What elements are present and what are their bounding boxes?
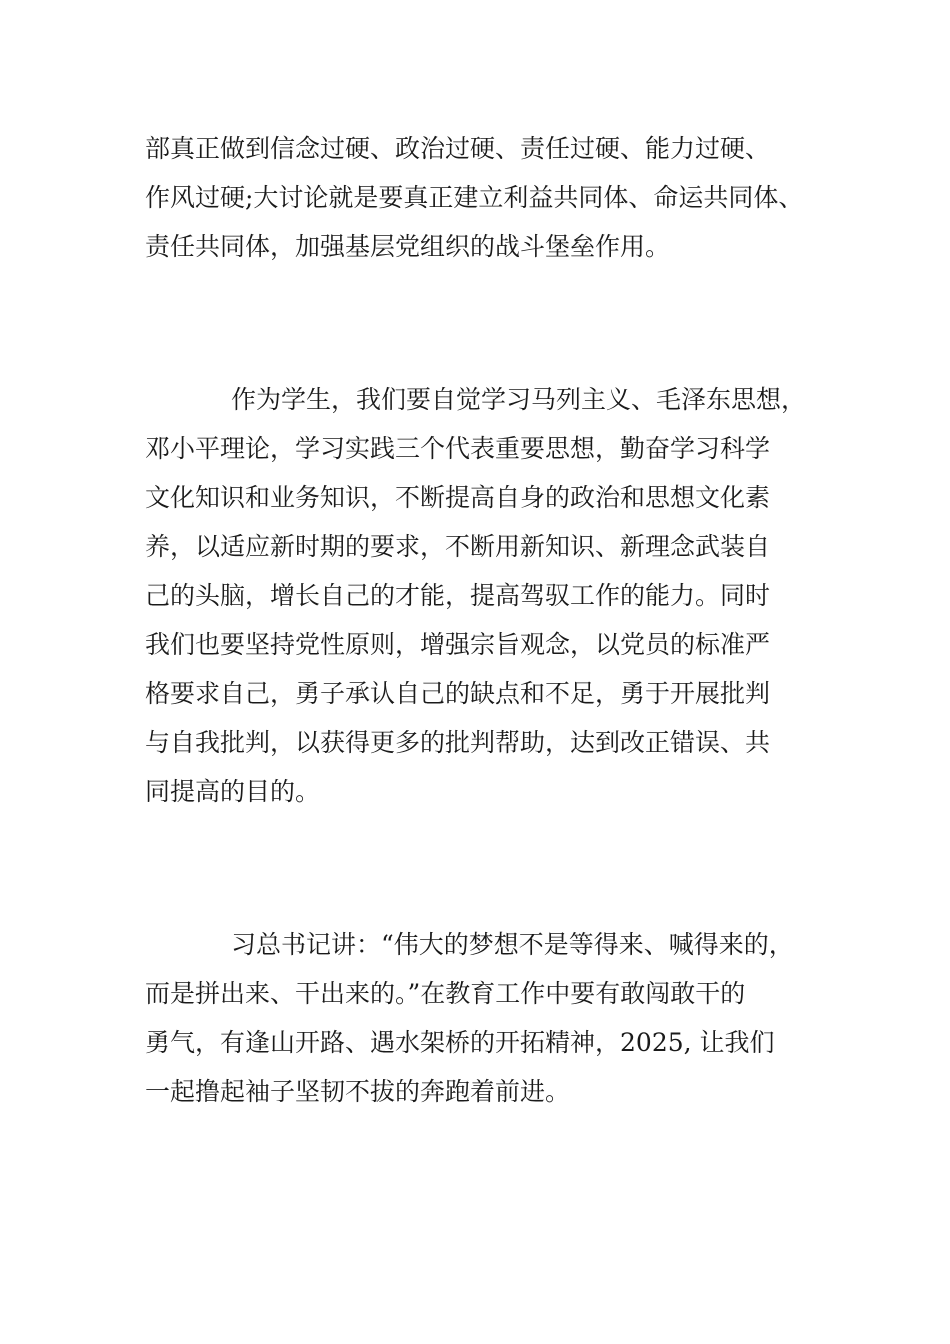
paragraph-line: 与自我批判，以获得更多的批判帮助，达到改正错误、共 bbox=[145, 728, 771, 757]
paragraph-line: 作为学生，我们要自觉学习马列主义、毛泽东思想， bbox=[231, 385, 807, 414]
paragraph-line: 邓小平理论，学习实践三个代表重要思想，勤奋学习科学 bbox=[145, 434, 771, 463]
paragraph-line: 文化知识和业务知识，不断提高自身的政治和思想文化素 bbox=[145, 483, 771, 512]
paragraph-line: 作风过硬;大讨论就是要真正建立利益共同体、命运共同体、 bbox=[145, 183, 804, 212]
paragraph-line: 一起撸起袖子坚韧不拔的奔跑着前进。 bbox=[145, 1077, 571, 1106]
paragraph-3 bbox=[145, 920, 835, 1116]
paragraph-line: 养，以适应新时期的要求，不断用新知识、新理念武装自 bbox=[145, 532, 771, 561]
paragraph-line: 责任共同体，加强基层党组织的战斗堡垒作用。 bbox=[145, 232, 671, 261]
paragraph-line: 我们也要坚持党性原则，增强宗旨观念，以党员的标准严 bbox=[145, 630, 771, 659]
paragraph-line: 己的头脑，增长自己的才能，提高驾驭工作的能力。同时 bbox=[145, 581, 771, 610]
paragraph-1 bbox=[145, 124, 835, 271]
paragraph-line: 习总书记讲：“伟大的梦想不是等得来、喊得来的， bbox=[231, 930, 794, 959]
paragraph-line: 同提高的目的。 bbox=[145, 777, 321, 806]
paragraph-line: 格要求自己，勇子承认自己的缺点和不足，勇于开展批判 bbox=[145, 679, 771, 708]
paragraph-line: 部真正做到信念过硬、政治过硬、责任过硬、能力过硬、 bbox=[145, 134, 771, 163]
paragraph-line: 勇气，有逢山开路、遇水架桥的开拓精神，2025, 让我们 bbox=[145, 1028, 775, 1057]
paragraph-line: 而是拼出来、干出来的。”在教育工作中要有敢闯敢干的 bbox=[145, 979, 746, 1008]
paragraph-2 bbox=[145, 375, 835, 816]
